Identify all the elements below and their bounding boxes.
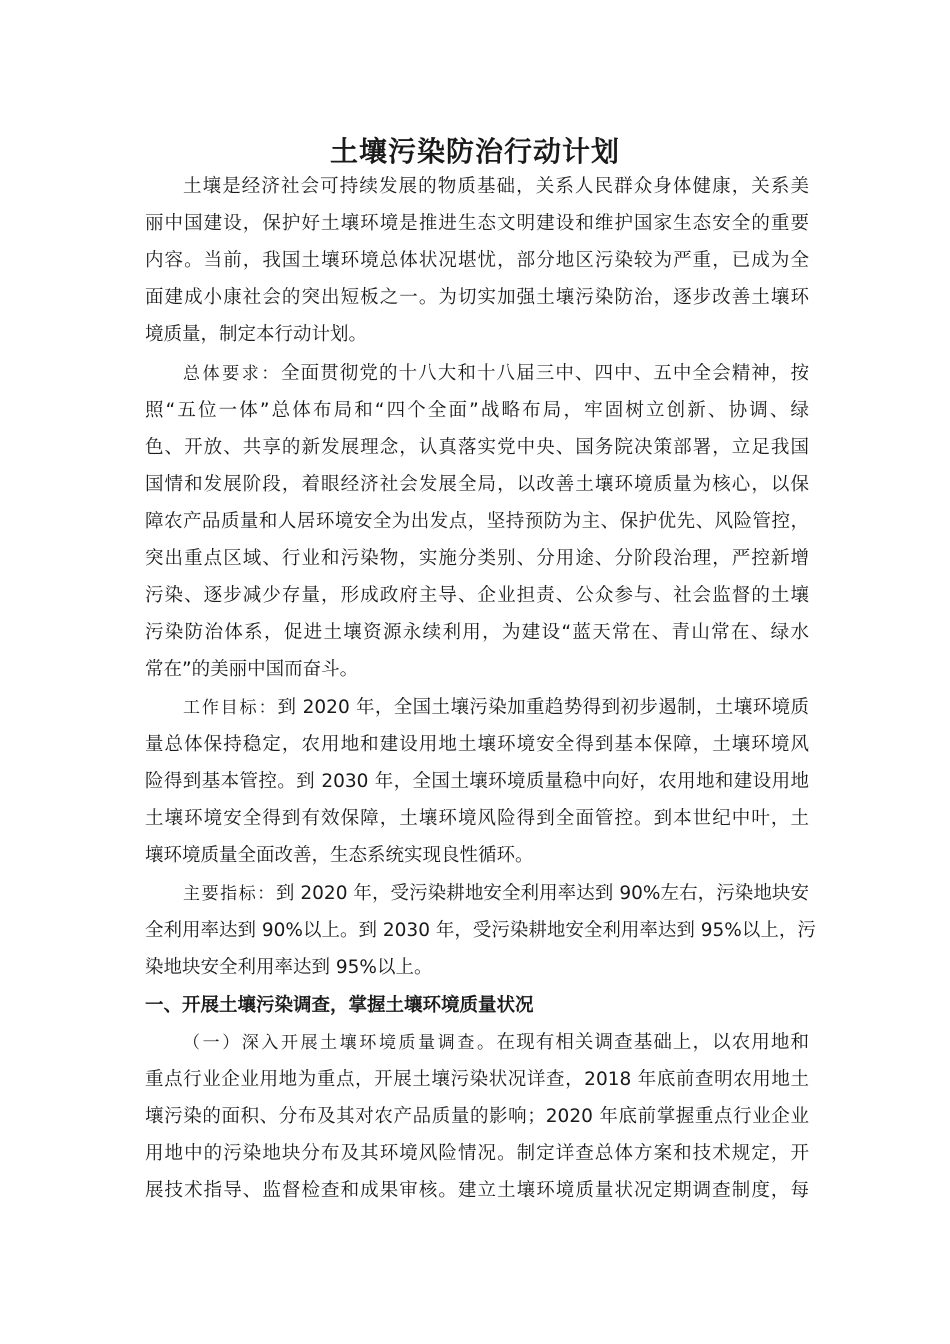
section-line: 重点行业企业用地为重点，开展土壤污染状况详查，2018 年底前查明农用地土 xyxy=(145,1069,809,1090)
indicators-label: 主要指标： xyxy=(183,884,276,904)
general-line: 常在”的美丽中国而奋斗。 xyxy=(145,659,359,680)
work-goals-text: 到 2020 年，全国土壤污染加重趋势得到初步遏制，土壤环境质 xyxy=(277,697,809,718)
general-line: 污染防治体系，促进土壤资源永续利用，为建设“蓝天常在、青山常在、绿水 xyxy=(145,622,809,643)
indicators-text: 到 2020 年，受污染耕地安全利用率达到 90%左右，污染地块安 xyxy=(275,883,809,904)
intro-line: 境质量，制定本行动计划。 xyxy=(145,324,368,345)
section-line: 用地中的污染地块分布及其环境风险情况。制定详查总体方案和技术规定，开 xyxy=(145,1143,809,1164)
document-title: 土壤污染防治行动计划 xyxy=(329,135,620,168)
general-line: 照“五位一体”总体布局和“四个全面”战略布局，牢固树立创新、协调、绿 xyxy=(145,400,809,421)
intro-line: 土壤是经济社会可持续发展的物质基础，关系人民群众身体健康，关系美 xyxy=(183,176,809,197)
general-line: 色、开放、共享的新发展理念，认真落实党中央、国务院决策部署，立足我国 xyxy=(145,437,809,458)
goals-line: 壤环境质量全面改善，生态系统实现良性循环。 xyxy=(145,845,534,866)
work-goals-first-line xyxy=(145,689,809,726)
general-requirements-first-line xyxy=(145,355,809,392)
general-line: 污染、逐步减少存量，形成政府主导、企业担责、公众参与、社会监督的土壤 xyxy=(145,585,809,606)
intro-line: 丽中国建设，保护好土壤环境是推进生态文明建设和维护国家生态安全的重要 xyxy=(145,213,809,234)
indicators-line: 全利用率达到 90%以上。到 2030 年，受污染耕地安全利用率达到 95%以上，污 xyxy=(145,920,816,941)
general-line: 国情和发展阶段，着眼经济社会发展全局，以改善土壤环境质量为核心，以保 xyxy=(145,474,809,495)
indicators-first-line xyxy=(145,875,809,912)
subsection-first-line xyxy=(145,1024,809,1061)
goals-line: 量总体保持稳定，农用地和建设用地土壤环境安全得到基本保障，土壤环境风 xyxy=(145,734,809,755)
intro-line: 面建成小康社会的突出短板之一。为切实加强土壤污染防治，逐步改善土壤环 xyxy=(145,287,809,308)
general-requirements-label: 总体要求： xyxy=(183,364,281,384)
subsection-label: （一）深入开展土壤环境质量调查。 xyxy=(183,1033,497,1053)
goals-line: 土壤环境安全得到有效保障，土壤环境风险得到全面管控。到本世纪中叶，土 xyxy=(145,808,809,829)
intro-line: 内容。当前，我国土壤环境总体状况堪忧，部分地区污染较为严重，已成为全 xyxy=(145,250,809,271)
subsection-text: 在现有相关调查基础上，以农用地和 xyxy=(496,1032,809,1053)
work-goals-label: 工作目标： xyxy=(183,698,278,718)
general-line: 突出重点区域、行业和污染物，实施分类别、分用途、分阶段治理，严控新增 xyxy=(145,548,809,569)
general-requirements-text: 全面贯彻党的十八大和十八届三中、四中、五中全会精神，按 xyxy=(280,363,809,384)
section-heading: 一、开展土壤污染调查，掌握土壤环境质量状况 xyxy=(145,995,534,1016)
section-line: 展技术指导、监督检查和成果审核。建立土壤环境质量状况定期调查制度，每 xyxy=(145,1180,809,1201)
general-line: 障农产品质量和人居环境安全为出发点，坚持预防为主、保护优先、风险管控， xyxy=(145,511,809,532)
indicators-line: 染地块安全利用率达到 95%以上。 xyxy=(145,957,433,978)
section-line: 壤污染的面积、分布及其对农产品质量的影响；2020 年底前掌握重点行业企业 xyxy=(145,1106,809,1127)
goals-line: 险得到基本管控。到 2030 年，全国土壤环境质量稳中向好，农用地和建设用地 xyxy=(145,771,809,792)
